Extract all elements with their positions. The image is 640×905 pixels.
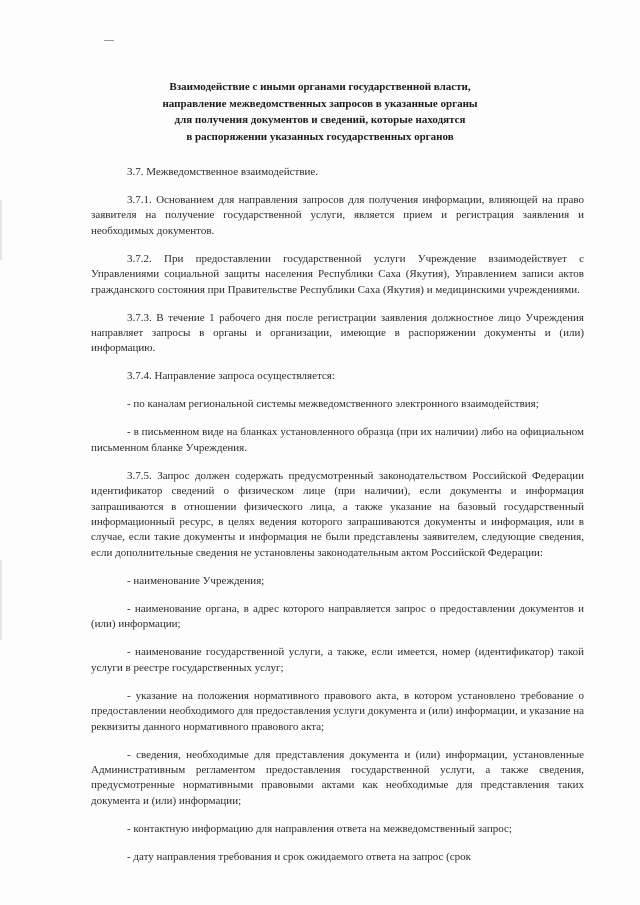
list-item: - указание на положения нормативного правового акта, в котором установлено требование о предоставлении необходимого для предоставления услуги документа и (или) информации, и указание на реквизиты данного нормативного правового акта;	[91, 689, 584, 733]
scan-mark	[104, 40, 114, 41]
paragraph-3-7-4: 3.7.4. Направление запроса осуществляется:	[127, 370, 335, 383]
paragraph-3-7-5: 3.7.5. Запрос должен содержать предусмотренный законодательством Российской Федерации идентификатор сведений о физическом лице (при наличии), если документы и информация запрашиваются в отношении физического лица, а также указание на базовый государственный информационный ресурс, в целях ведения которого запрашиваются документы и информация, или в случае, если такие документы и информация не были представлены заявителем, следующие сведения, если дополнительные сведения не установлены законодательным актом Российской Федерации:	[91, 469, 584, 559]
scan-edge-line	[0, 200, 2, 260]
paragraph-3-7-1: 3.7.1. Основанием для направления запросов для получения информации, влияющей на право заявителя на получение государственной услуги, является прием и регистрация заявления и необходимых документов.	[91, 194, 584, 237]
paragraph-3-7-2: 3.7.2. При предоставлении государственной услуги Учреждение взаимодействует с Управлениями социальной защиты населения Республики Саха (Якутия), Управлением записи актов гражданского состояния при Правительстве Республики Саха (Якутия) и медицинскими учреждениями.	[91, 252, 584, 296]
title-line: для получения документов и сведений, которые находятся	[174, 114, 466, 126]
title-line: в распоряжении указанных государственных органов	[186, 130, 454, 143]
scan-edge-line	[0, 560, 2, 640]
list-item: - наименование Учреждения;	[127, 574, 265, 587]
document-body	[91, 165, 584, 865]
list-item: - сведения, необходимые для представления документа и (или) информации, установленные Административным регламентом предоставления государственной услуги, а также сведения, предусмотренные нормативными правовыми актами как необходимые для представления таких документа и (или) информации;	[91, 748, 584, 807]
list-item: - дату направления требования и срок ожидаемого ответа на запрос (срок	[127, 850, 472, 863]
paragraph-3-7: 3.7. Межведомственное взаимодействие.	[127, 166, 319, 178]
list-item: - в письменном виде на бланках установленного образца (при их наличии) либо на официальном письменном бланке Учреждения.	[91, 426, 584, 454]
list-item: - по каналам региональной системы межведомственного электронного взаимодействия;	[127, 398, 539, 411]
document-title	[60, 79, 580, 145]
list-item: - наименование органа, в адрес которого направляется запрос о предоставлении документов и (или) информации;	[91, 602, 584, 631]
title-line: направление межведомственных запросов в указанные органы	[162, 97, 478, 110]
list-item: - контактную информацию для направления ответа на межведомственный запрос;	[127, 822, 512, 835]
list-item: - наименование государственной услуги, а также, если имеется, номер (идентификатор) такой услуги в реестре государственных услуг;	[91, 646, 584, 674]
title-line: Взаимодействие с иными органами государственной власти,	[169, 81, 471, 93]
paragraph-3-7-3: 3.7.3. В течение 1 рабочего дня после регистрации заявления должностное лицо Учреждения направляет запросы в органы и организации, имеющие в распоряжении документы и (или) информацию.	[91, 311, 584, 355]
